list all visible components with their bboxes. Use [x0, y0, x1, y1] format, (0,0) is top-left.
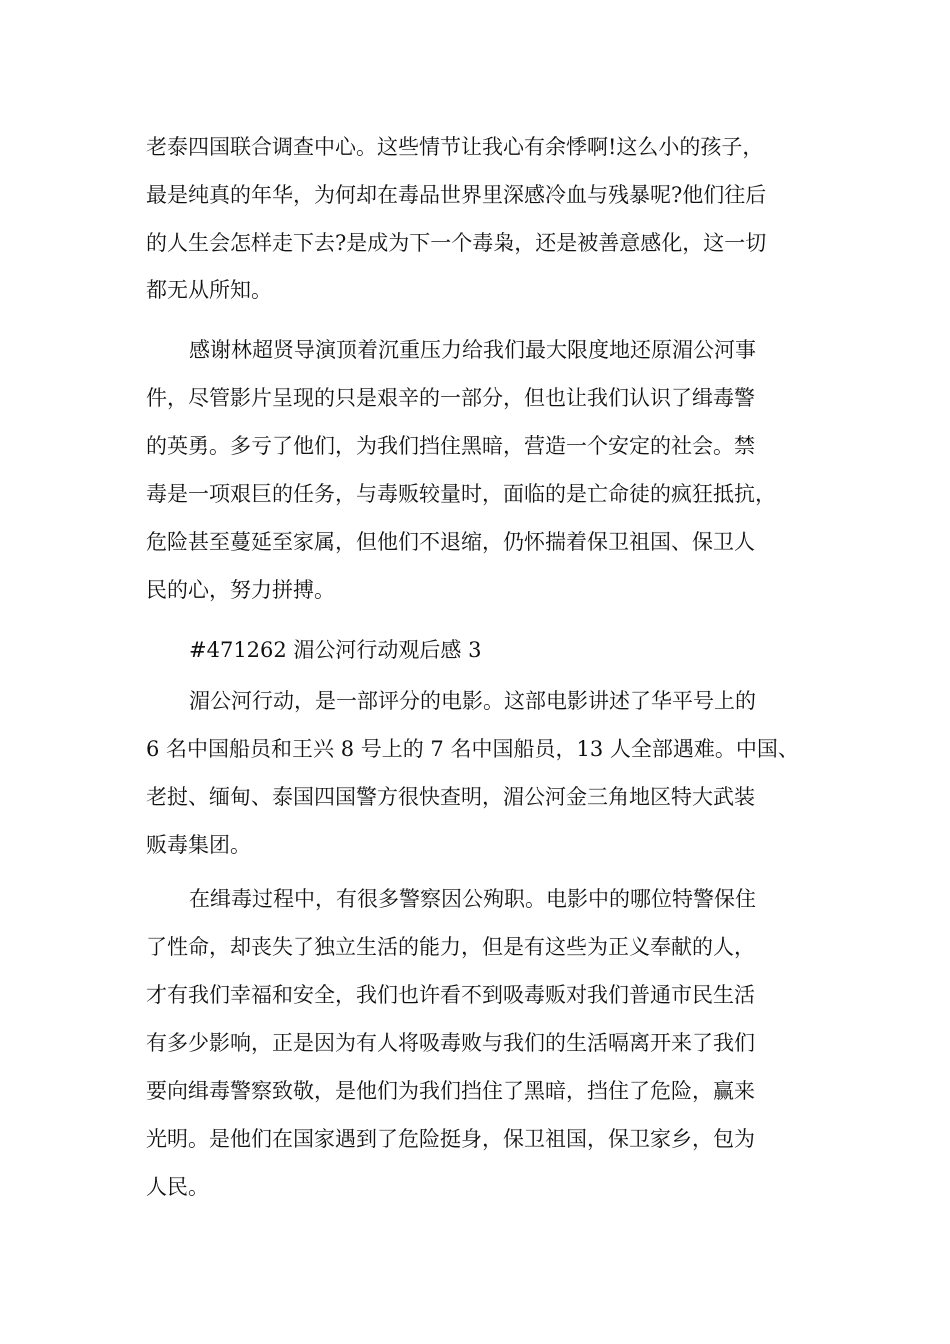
text-line: 都无从所知。: [146, 278, 272, 302]
text-line: 危险甚至蔓延至家属，但他们不退缩，仍怀揣着保卫祖国、保卫人: [146, 530, 755, 554]
text-line: 了性命，却丧失了独立生活的能力，但是有这些为正义奉献的人，: [146, 935, 755, 959]
text-line: 光明。是他们在国家遇到了危险挺身，保卫祖国，保卫家乡，包为: [146, 1127, 755, 1151]
text-line: 的英勇。多亏了他们，为我们挡住黑暗，营造一个安定的社会。禁: [146, 434, 755, 458]
text-line: 感谢林超贤导演顶着沉重压力给我们最大限度地还原湄公河事: [189, 338, 756, 362]
text-line: 老泰四国联合调查中心。这些情节让我心有余悸啊!这么小的孩子，: [146, 135, 764, 159]
text-line: 件，尽管影片呈现的只是艰辛的一部分，但也让我们认识了缉毒警: [146, 386, 755, 410]
text-line: 贩毒集团。: [146, 833, 251, 857]
text-line: 6 名中国船员和王兴 8 号上的 7 名中国船员，13 人全部遇难。中国、: [146, 737, 799, 761]
text-line: 才有我们幸福和安全，我们也许看不到吸毒贩对我们普通市民生活: [146, 983, 755, 1007]
text-line: 老挝、缅甸、泰国四国警方很快查明，湄公河金三角地区特大武装: [146, 785, 755, 809]
section-heading: #471262 湄公河行动观后感 3: [189, 638, 482, 662]
text-line: 湄公河行动，是一部评分的电影。这部电影讲述了华平号上的: [189, 689, 756, 713]
text-line: 要向缉毒警察致敬，是他们为我们挡住了黑暗，挡住了危险，赢来: [146, 1079, 755, 1103]
text-line: 人民。: [146, 1175, 209, 1199]
text-line: 有多少影响，正是因为有人将吸毒败与我们的生活嗝离开来了我们: [146, 1031, 755, 1055]
text-line: 在缉毒过程中，有很多警察因公殉职。电影中的哪位特警保住: [189, 887, 756, 911]
text-line: 的人生会怎样走下去?是成为下一个毒枭，还是被善意感化，这一切: [146, 231, 767, 255]
text-line: 毒是一项艰巨的任务，与毒贩较量时，面临的是亡命徒的疯狂抵抗，: [146, 482, 776, 506]
text-line: 民的心，努力拼搏。: [146, 578, 335, 602]
text-line: 最是纯真的年华，为何却在毒品世界里深感冷血与残暴呢?他们往后: [146, 183, 767, 207]
